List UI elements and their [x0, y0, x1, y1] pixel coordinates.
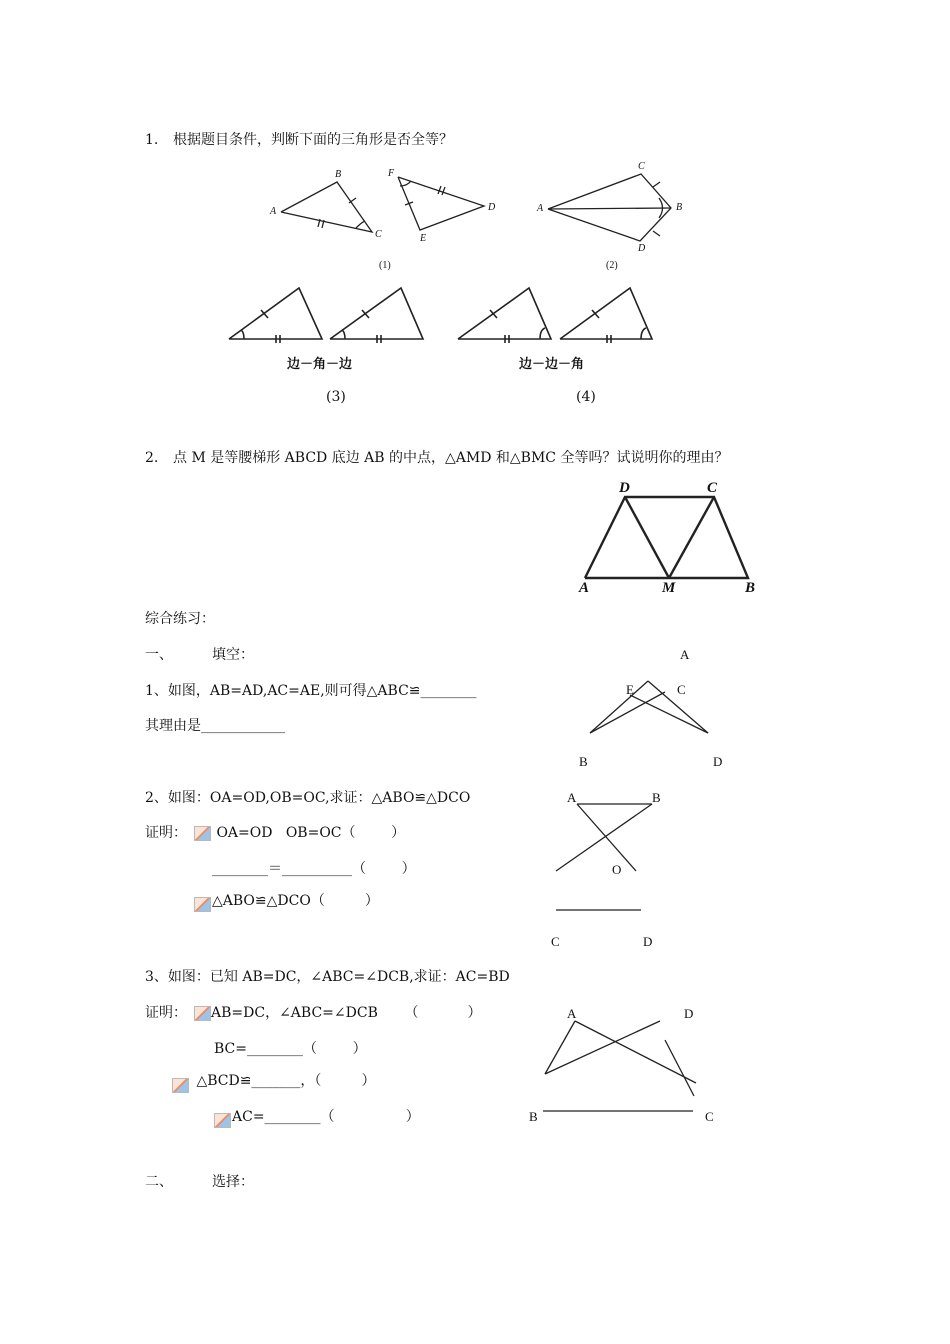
- therefore-image-icon: [172, 1078, 189, 1093]
- fig1-triangle-abc: [281, 182, 372, 232]
- fig3-triangles: [229, 288, 423, 343]
- ex3-line5: AC=________（ ）: [232, 1109, 420, 1125]
- fig1-point-e: E: [420, 233, 427, 244]
- ex2-point-d: D: [643, 934, 653, 949]
- fig1-caption: (1): [379, 260, 391, 271]
- q1-text: 根据题目条件，判断下面的三角形是否全等？: [173, 132, 453, 148]
- q2-point-c: C: [707, 480, 718, 496]
- part1-title: 填空：: [212, 647, 254, 663]
- ex2-figure: [556, 804, 652, 910]
- fig4-triangles: [458, 288, 652, 343]
- q2-text: 点 M 是等腰梯形 ABCD 底边 AB 的中点，△AMD 和△BMC 全等吗？试说明你的理由？: [173, 450, 729, 466]
- ex1-point-b: B: [579, 754, 588, 769]
- ex3-point-d: D: [684, 1006, 694, 1021]
- fig1-point-a: A: [270, 206, 277, 217]
- ex1-figure: [590, 681, 708, 733]
- fig2-point-c: C: [638, 161, 645, 172]
- fig2-caption: (2): [606, 260, 618, 271]
- ex3-point-c: C: [705, 1109, 714, 1124]
- q2-point-m: M: [662, 580, 676, 596]
- therefore-image-icon: [194, 897, 211, 912]
- ex3-point-a: A: [567, 1006, 577, 1021]
- ex2-point-b: B: [652, 790, 661, 805]
- ex3-line4: △BCD≌_______，（ ）: [192, 1073, 376, 1089]
- therefore-image-icon: [194, 1006, 211, 1021]
- ex2-point-o: O: [612, 862, 622, 877]
- fig1-point-b: B: [335, 169, 342, 180]
- fig2-figure: [548, 174, 671, 241]
- ex1-line1: 1、如图，AB=AD,AC=AE,则可得△ABC≌________: [145, 683, 477, 699]
- ex2-point-a: A: [567, 790, 577, 805]
- fig1-point-f: F: [388, 168, 395, 179]
- q2-trapezoid: [585, 497, 748, 578]
- ex1-line2: 其理由是____________: [145, 718, 285, 734]
- ex3-point-b: B: [529, 1109, 538, 1124]
- therefore-image-icon: [194, 826, 211, 841]
- q2-point-d: D: [619, 480, 630, 496]
- section-title: 综合练习：: [145, 611, 215, 627]
- ex3-line1: 3、如图：已知 AB=DC，∠ABC=∠DCB,求证：AC=BD: [145, 969, 510, 985]
- ex1-point-c: C: [677, 682, 686, 697]
- sas-label: 边－角－边: [287, 357, 353, 372]
- q2-number: 2.: [145, 450, 159, 466]
- fig2-point-a: A: [537, 203, 544, 214]
- fig3-caption: (3): [326, 389, 346, 405]
- part2-number: 二、: [145, 1174, 173, 1190]
- ex3-figure: [543, 1021, 696, 1111]
- q1-number: 1.: [145, 132, 159, 148]
- ex2-point-c: C: [551, 934, 560, 949]
- ex2-line4: △ABO≌△DCO（ ）: [212, 893, 379, 909]
- part2-title: 选择：: [212, 1174, 254, 1190]
- fig1-triangle-fde: [398, 177, 484, 230]
- ex1-point-a: A: [680, 647, 690, 662]
- fig1-point-c: C: [375, 229, 382, 240]
- ex3-proof-label: 证明：: [145, 1005, 187, 1021]
- part1-number: 一、: [145, 647, 173, 663]
- ex3-line3: BC=________（ ）: [214, 1041, 367, 1057]
- ex1-point-e: E: [626, 682, 634, 697]
- fig2-point-d: D: [638, 243, 646, 254]
- ex3-line2: AB=DC，∠ABC=∠DCB （ ）: [211, 1005, 482, 1021]
- fig1-point-d: D: [488, 202, 496, 213]
- q2-point-b: B: [745, 580, 756, 596]
- fig4-caption: (4): [576, 389, 596, 405]
- ex1-point-d: D: [713, 754, 723, 769]
- ssa-label: 边－边－角: [519, 357, 585, 372]
- ex2-line3: ________＝__________（ ）: [212, 861, 416, 877]
- ex2-proof-label: 证明：: [145, 825, 187, 841]
- q2-point-a: A: [579, 580, 590, 596]
- therefore-image-icon: [214, 1113, 231, 1128]
- ex2-line1: 2、如图：OA=OD,OB=OC,求证：△ABO≌△DCO: [145, 790, 471, 806]
- fig2-point-b: B: [676, 202, 683, 213]
- ex2-line2: OA=OD OB=OC（ ）: [212, 825, 406, 841]
